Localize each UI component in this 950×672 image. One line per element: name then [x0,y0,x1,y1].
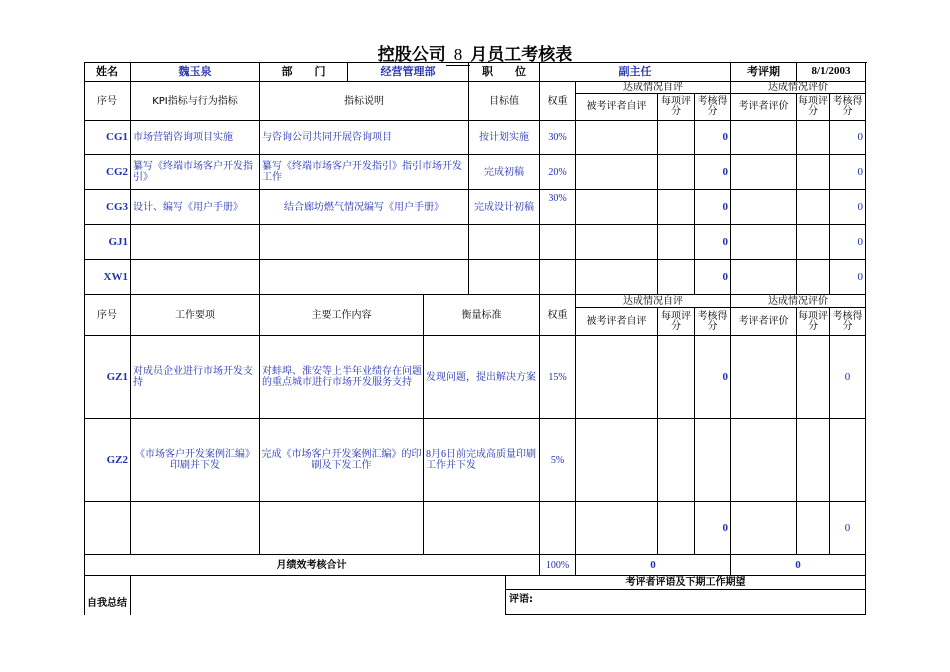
work-row-standard[interactable]: 发现问题，提出解决方案 [424,336,540,419]
total-self-score: 0 [576,555,731,576]
work-row-eval-score: 0 [830,336,866,419]
work-row-self-score [695,419,731,502]
work-header-item: 工作要项 [131,295,260,336]
kpi-header-eval-group: 达成情况评价 [731,82,866,94]
work-header-eval-group: 达成情况评价 [731,295,866,308]
kpi-row-each[interactable] [658,260,695,295]
work-row-each[interactable] [658,419,695,502]
kpi-row-code: XW1 [84,260,131,295]
work-row-content[interactable] [260,502,424,555]
kpi-row-self-score: 0 [695,155,731,190]
kpi-row-weight[interactable]: 30% [540,121,576,155]
kpi-row-each2[interactable] [797,225,830,260]
work-row-self[interactable] [576,336,658,419]
kpi-row-evaluator[interactable] [731,225,797,260]
kpi-row-desc[interactable]: 纂写《终端市场客户开发指引》指引市场开发工作 [260,155,469,190]
kpi-row-target[interactable] [469,260,540,295]
work-row-item[interactable] [131,502,260,555]
work-row-self-score: 0 [695,336,731,419]
kpi-header-each: 每项评分 [658,94,695,121]
kpi-row-desc[interactable] [260,260,469,295]
work-row-code: GZ1 [84,336,131,419]
title-month: 8 [446,45,471,66]
work-row-weight[interactable]: 15% [540,336,576,419]
kpi-row-eval-score: 0 [830,260,866,295]
kpi-row-evaluator[interactable] [731,190,797,225]
kpi-row-self[interactable] [576,225,658,260]
work-header-score: 考核得分 [695,308,731,336]
work-row-evaluator[interactable] [731,502,797,555]
work-header-each: 每项评分 [658,308,695,336]
kpi-row-target[interactable] [469,225,540,260]
kpi-header-score: 考核得分 [695,94,731,121]
work-row-self[interactable] [576,502,658,555]
position-value[interactable]: 副主任 [540,62,731,82]
work-row-item[interactable]: 《市场客户开发案例汇编》印刷并下发 [131,419,260,502]
work-row-each2[interactable] [797,336,830,419]
work-row-content[interactable]: 完成《市场客户开发案例汇编》的印刷及下发工作 [260,419,424,502]
kpi-row-weight[interactable]: 30% [540,190,576,225]
name-value[interactable]: 魏玉泉 [131,62,260,82]
work-row-evaluator[interactable] [731,419,797,502]
kpi-row-indicator[interactable] [131,260,260,295]
appraisal-sheet [84,62,866,615]
kpi-row-indicator[interactable]: 纂写《终端市场客户开发指引》 [131,155,260,190]
total-weight: 100% [540,555,576,576]
kpi-row-indicator[interactable] [131,225,260,260]
comment-label[interactable]: 评语: [506,590,866,615]
kpi-row-desc[interactable] [260,225,469,260]
kpi-header-score2: 考核得分 [830,94,866,121]
kpi-row-weight[interactable]: 20% [540,155,576,190]
self-summary-area[interactable] [131,576,506,615]
work-row-eval-score: 0 [830,502,866,555]
total-eval-score: 0 [731,555,866,576]
work-header-content: 主要工作内容 [260,295,424,336]
kpi-row-self[interactable] [576,190,658,225]
period-label: 考评期 [731,62,797,82]
work-header-weight: 权重 [540,295,576,336]
kpi-row-self-score: 0 [695,260,731,295]
kpi-header-weight: 权重 [540,82,576,121]
work-header-self: 被考评者自评 [576,308,658,336]
title-prefix: 控股公司 [377,45,446,65]
kpi-row-each2[interactable] [797,121,830,155]
kpi-row-indicator[interactable]: 市场营销咨询项目实施 [131,121,260,155]
kpi-row-code: GJ1 [84,225,131,260]
work-row-item[interactable]: 对成员企业进行市场开发支持 [131,336,260,419]
kpi-row-weight[interactable] [540,260,576,295]
kpi-row-each2[interactable] [797,260,830,295]
dept-value[interactable]: 经营管理部 [348,62,469,82]
work-row-self[interactable] [576,419,658,502]
name-label: 姓名 [84,62,131,82]
kpi-row-desc[interactable]: 结合廊坊燃气情况编写《用户手册》 [260,190,469,225]
work-row-weight[interactable] [540,502,576,555]
kpi-row-indicator[interactable]: 设计、编写《用户手册》 [131,190,260,225]
work-row-code [84,502,131,555]
kpi-row-target[interactable]: 按计划实施 [469,121,540,155]
comment-title: 考评者评语及下期工作期望 [506,576,866,590]
kpi-header-seq: 序号 [84,82,131,121]
kpi-row-each[interactable] [658,121,695,155]
kpi-row-self[interactable] [576,155,658,190]
work-header-score2: 考核得分 [830,308,866,336]
kpi-header-self-group: 达成情况自评 [576,82,731,94]
work-row-each2[interactable] [797,419,830,502]
kpi-row-each[interactable] [658,225,695,260]
kpi-row-evaluator[interactable] [731,260,797,295]
work-row-weight[interactable]: 5% [540,419,576,502]
work-row-evaluator[interactable] [731,336,797,419]
kpi-row-code: CG1 [84,121,131,155]
work-row-self-score: 0 [695,502,731,555]
kpi-row-eval-score: 0 [830,225,866,260]
work-header-self-group: 达成情况自评 [576,295,731,308]
kpi-row-eval-score: 0 [830,190,866,225]
kpi-row-evaluator[interactable] [731,155,797,190]
kpi-row-self-score: 0 [695,121,731,155]
kpi-header-indicator: KPI指标与行为指标 [131,82,260,121]
kpi-row-self-score: 0 [695,190,731,225]
kpi-row-weight[interactable] [540,225,576,260]
kpi-row-self[interactable] [576,121,658,155]
period-value[interactable]: 8/1/2003 [797,62,866,82]
kpi-header-target: 目标值 [469,82,540,121]
work-row-code: GZ2 [84,419,131,502]
kpi-row-eval-score: 0 [830,121,866,155]
work-row-each[interactable] [658,502,695,555]
work-header-each2: 每项评分 [797,308,830,336]
kpi-row-code: CG3 [84,190,131,225]
position-label: 职 位 [469,62,540,82]
kpi-row-each2[interactable] [797,155,830,190]
dept-label: 部 门 [260,62,348,82]
title-suffix: 月员工考核表 [470,45,573,65]
work-row-each[interactable] [658,336,695,419]
work-header-standard: 衡量标准 [424,295,540,336]
work-row-standard[interactable]: 8月6日前完成高质量印刷工作并下发 [424,419,540,502]
kpi-row-target[interactable]: 完成初稿 [469,155,540,190]
kpi-row-each2[interactable] [797,190,830,225]
kpi-row-self-score: 0 [695,225,731,260]
kpi-row-desc[interactable]: 与咨询公司共同开展咨询项目 [260,121,469,155]
work-row-standard[interactable] [424,502,540,555]
kpi-row-target[interactable]: 完成设计初稿 [469,190,540,225]
kpi-row-each[interactable] [658,155,695,190]
work-row-eval-score [830,419,866,502]
work-row-content[interactable]: 对蚌埠、淮安等上半年业绩存在问题的重点城市进行市场开发服务支持 [260,336,424,419]
total-label: 月绩效考核合计 [84,555,540,576]
kpi-header-desc: 指标说明 [260,82,469,121]
work-header-evaluator: 考评者评价 [731,308,797,336]
kpi-header-self: 被考评者自评 [576,94,658,121]
kpi-row-self[interactable] [576,260,658,295]
work-header-seq: 序号 [84,295,131,336]
kpi-row-eval-score: 0 [830,155,866,190]
work-row-each2[interactable] [797,502,830,555]
kpi-header-evaluator: 考评者评价 [731,94,797,121]
kpi-row-each[interactable] [658,190,695,225]
kpi-header-each2: 每项评分 [797,94,830,121]
kpi-row-evaluator[interactable] [731,121,797,155]
self-summary-label: 自我总结 [84,576,131,615]
kpi-row-code: CG2 [84,155,131,190]
